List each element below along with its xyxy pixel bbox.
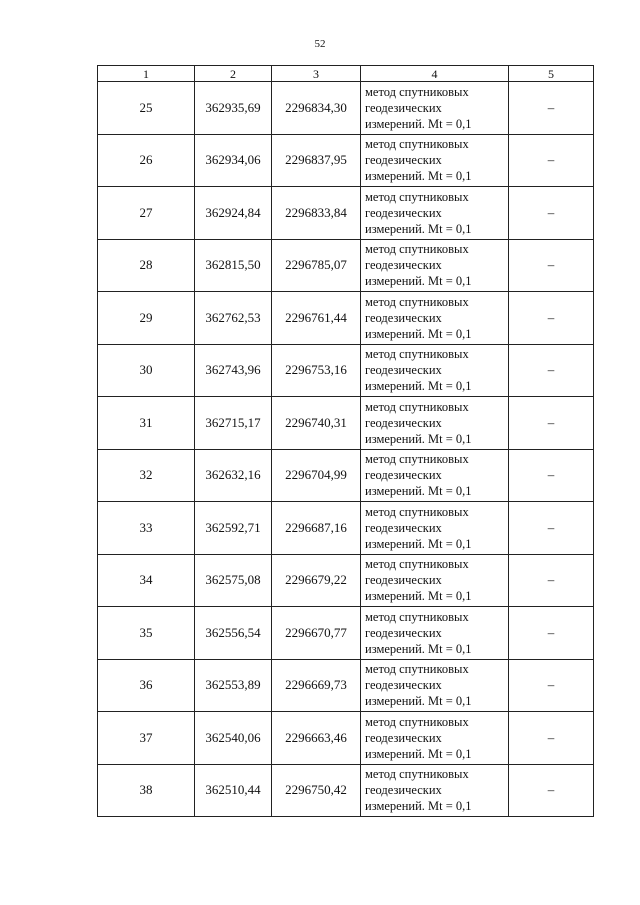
point-number-cell: 25 [98, 82, 195, 135]
x-coordinate-cell: 362632,16 [195, 449, 272, 502]
method-cell [361, 607, 509, 660]
method-cell [361, 449, 509, 502]
header-col-4: 4 [361, 66, 509, 82]
method-text-line: метод спутниковых [365, 714, 469, 729]
note-cell: – [509, 292, 594, 345]
note-cell: – [509, 187, 594, 240]
y-coordinate-cell: 2296750,42 [272, 764, 361, 817]
method-text-line: метод спутниковых [365, 189, 469, 204]
method-cell [361, 397, 509, 450]
method-text-line: метод спутниковых [365, 662, 469, 677]
table-row [98, 502, 594, 555]
table-row [98, 764, 594, 817]
method-cell [361, 344, 509, 397]
method-text-line: метод спутниковых [365, 347, 469, 362]
table-row [98, 187, 594, 240]
table-row [98, 82, 594, 135]
point-number-cell: 38 [98, 764, 195, 817]
table-row [98, 659, 594, 712]
note-cell: – [509, 397, 594, 450]
method-text-line: измерений. Mt = 0,1 [365, 169, 472, 184]
method-text-line: измерений. Mt = 0,1 [365, 641, 472, 656]
table-row [98, 134, 594, 187]
method-cell [361, 659, 509, 712]
note-cell: – [509, 502, 594, 555]
method-text-line: измерений. Mt = 0,1 [365, 484, 472, 499]
method-text-line: измерений. Mt = 0,1 [365, 116, 472, 131]
method-text-line: измерений. Mt = 0,1 [365, 746, 472, 761]
method-text-line: геодезических [365, 730, 442, 745]
x-coordinate-cell: 362715,17 [195, 397, 272, 450]
method-text-line: измерений. Mt = 0,1 [365, 379, 472, 394]
point-number-cell: 27 [98, 187, 195, 240]
header-col-2: 2 [195, 66, 272, 82]
method-text-line: геодезических [365, 468, 442, 483]
y-coordinate-cell: 2296670,77 [272, 607, 361, 660]
method-cell [361, 134, 509, 187]
y-coordinate-cell: 2296740,31 [272, 397, 361, 450]
method-text-line: геодезических [365, 625, 442, 640]
point-number-cell: 37 [98, 712, 195, 765]
x-coordinate-cell: 362575,08 [195, 554, 272, 607]
header-col-1: 1 [98, 66, 195, 82]
method-cell [361, 292, 509, 345]
x-coordinate-cell: 362815,50 [195, 239, 272, 292]
method-text-line: метод спутниковых [365, 609, 469, 624]
x-coordinate-cell: 362592,71 [195, 502, 272, 555]
x-coordinate-cell: 362935,69 [195, 82, 272, 135]
y-coordinate-cell: 2296704,99 [272, 449, 361, 502]
header-col-5: 5 [509, 66, 594, 82]
method-text-line: метод спутниковых [365, 84, 469, 99]
y-coordinate-cell: 2296833,84 [272, 187, 361, 240]
note-cell: – [509, 554, 594, 607]
point-number-cell: 31 [98, 397, 195, 450]
point-number-cell: 32 [98, 449, 195, 502]
note-cell: – [509, 449, 594, 502]
x-coordinate-cell: 362743,96 [195, 344, 272, 397]
note-cell: – [509, 712, 594, 765]
method-text-line: измерений. Mt = 0,1 [365, 799, 472, 814]
point-number-cell: 28 [98, 239, 195, 292]
method-cell [361, 239, 509, 292]
method-text-line: геодезических [365, 415, 442, 430]
method-text-line: геодезических [365, 678, 442, 693]
note-cell: – [509, 344, 594, 397]
method-cell [361, 502, 509, 555]
method-text-line: геодезических [365, 783, 442, 798]
y-coordinate-cell: 2296687,16 [272, 502, 361, 555]
x-coordinate-cell: 362556,54 [195, 607, 272, 660]
method-text-line: метод спутниковых [365, 399, 469, 414]
y-coordinate-cell: 2296753,16 [272, 344, 361, 397]
method-text-line: геодезических [365, 310, 442, 325]
y-coordinate-cell: 2296834,30 [272, 82, 361, 135]
method-cell [361, 554, 509, 607]
table-row [98, 712, 594, 765]
method-cell [361, 764, 509, 817]
table-row [98, 554, 594, 607]
y-coordinate-cell: 2296837,95 [272, 134, 361, 187]
point-number-cell: 36 [98, 659, 195, 712]
method-text-line: измерений. Mt = 0,1 [365, 221, 472, 236]
method-text-line: измерений. Mt = 0,1 [365, 274, 472, 289]
method-text-line: метод спутниковых [365, 767, 469, 782]
method-cell [361, 187, 509, 240]
method-text-line: измерений. Mt = 0,1 [365, 326, 472, 341]
method-text-line: геодезических [365, 205, 442, 220]
header-col-3: 3 [272, 66, 361, 82]
note-cell: – [509, 764, 594, 817]
x-coordinate-cell: 362934,06 [195, 134, 272, 187]
point-number-cell: 35 [98, 607, 195, 660]
table-row [98, 607, 594, 660]
x-coordinate-cell: 362924,84 [195, 187, 272, 240]
point-number-cell: 30 [98, 344, 195, 397]
page-number: 52 [314, 38, 326, 50]
coordinates-table [97, 65, 594, 817]
x-coordinate-cell: 362762,53 [195, 292, 272, 345]
y-coordinate-cell: 2296761,44 [272, 292, 361, 345]
method-text-line: метод спутниковых [365, 137, 469, 152]
method-text-line: геодезических [365, 363, 442, 378]
table-body [98, 82, 594, 817]
table-row [98, 397, 594, 450]
method-text-line: геодезических [365, 573, 442, 588]
method-cell [361, 82, 509, 135]
note-cell: – [509, 82, 594, 135]
method-text-line: измерений. Mt = 0,1 [365, 431, 472, 446]
note-cell: – [509, 659, 594, 712]
method-text-line: метод спутниковых [365, 504, 469, 519]
method-text-line: измерений. Mt = 0,1 [365, 536, 472, 551]
method-text-line: геодезических [365, 153, 442, 168]
y-coordinate-cell: 2296663,46 [272, 712, 361, 765]
point-number-cell: 29 [98, 292, 195, 345]
y-coordinate-cell: 2296669,73 [272, 659, 361, 712]
note-cell: – [509, 239, 594, 292]
method-cell [361, 712, 509, 765]
method-text-line: геодезических [365, 100, 442, 115]
method-text-line: метод спутниковых [365, 242, 469, 257]
y-coordinate-cell: 2296785,07 [272, 239, 361, 292]
note-cell: – [509, 134, 594, 187]
method-text-line: измерений. Mt = 0,1 [365, 589, 472, 604]
x-coordinate-cell: 362510,44 [195, 764, 272, 817]
table-row [98, 449, 594, 502]
method-text-line: геодезических [365, 520, 442, 535]
method-text-line: метод спутниковых [365, 294, 469, 309]
note-cell: – [509, 607, 594, 660]
table-row [98, 292, 594, 345]
y-coordinate-cell: 2296679,22 [272, 554, 361, 607]
point-number-cell: 26 [98, 134, 195, 187]
table-header-row [98, 66, 594, 82]
table-row [98, 239, 594, 292]
method-text-line: геодезических [365, 258, 442, 273]
table-row [98, 344, 594, 397]
x-coordinate-cell: 362553,89 [195, 659, 272, 712]
point-number-cell: 34 [98, 554, 195, 607]
method-text-line: метод спутниковых [365, 452, 469, 467]
method-text-line: метод спутниковых [365, 557, 469, 572]
x-coordinate-cell: 362540,06 [195, 712, 272, 765]
method-text-line: измерений. Mt = 0,1 [365, 694, 472, 709]
point-number-cell: 33 [98, 502, 195, 555]
